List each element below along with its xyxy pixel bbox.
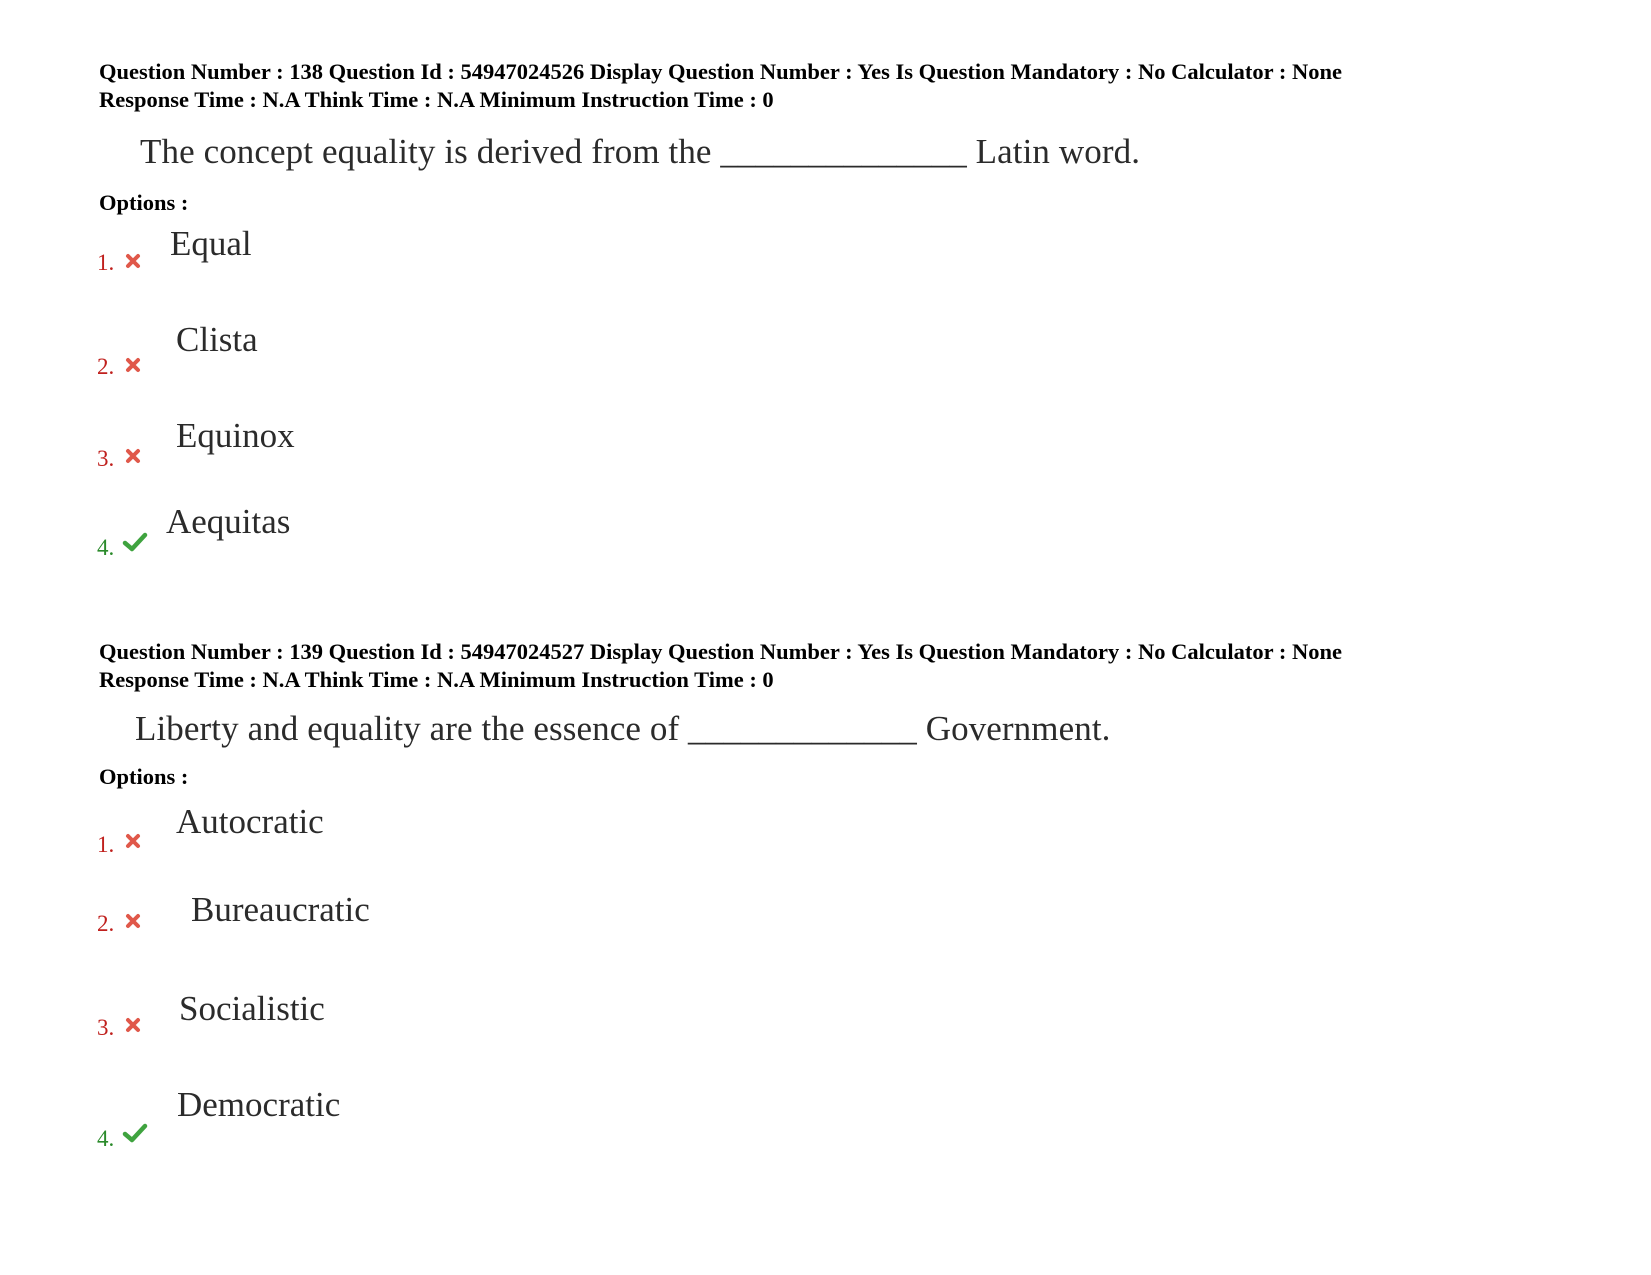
option-number: 2. — [97, 911, 115, 936]
option-number: 4. — [97, 535, 115, 560]
cross-icon — [123, 444, 145, 466]
option-number: 3. — [97, 1015, 115, 1040]
cross-icon — [123, 353, 145, 375]
option-number: 3. — [97, 446, 115, 471]
option-text: Equinox — [176, 416, 295, 455]
question-text: The concept equality is derived from the ______________ Latin word. — [140, 132, 1141, 171]
option-text: Democratic — [177, 1085, 341, 1124]
option-number: 2. — [97, 354, 115, 379]
question-meta-line1: Question Number : 139 Question Id : 54947024527 Display Question Number : Yes Is Question Mandatory : No Calculator : None — [99, 639, 1342, 664]
question-text: Liberty and equality are the essence of _____________ Government. — [135, 709, 1111, 748]
options-label: Options : — [99, 190, 189, 215]
check-icon — [122, 531, 148, 553]
question-meta — [99, 58, 1342, 114]
cross-icon — [123, 1013, 145, 1035]
cross-icon — [123, 829, 145, 851]
option-text: Clista — [176, 320, 258, 359]
option-number: 1. — [97, 250, 115, 275]
option-text: Equal — [170, 224, 252, 263]
option-text: Socialistic — [179, 989, 325, 1028]
question-meta-line2: Response Time : N.A Think Time : N.A Minimum Instruction Time : 0 — [99, 87, 774, 112]
cross-icon — [123, 909, 145, 931]
option-number: 1. — [97, 832, 115, 857]
question-meta-line2: Response Time : N.A Think Time : N.A Minimum Instruction Time : 0 — [99, 667, 774, 692]
check-icon — [122, 1122, 148, 1144]
option-text: Aequitas — [166, 502, 291, 541]
option-text: Bureaucratic — [191, 890, 370, 929]
options-label: Options : — [99, 764, 189, 789]
cross-icon — [123, 249, 145, 271]
option-number: 4. — [97, 1126, 115, 1151]
question-meta-line1: Question Number : 138 Question Id : 54947024526 Display Question Number : Yes Is Question Mandatory : No Calculator : None — [99, 59, 1342, 84]
option-text: Autocratic — [176, 802, 324, 841]
question-meta — [99, 638, 1342, 694]
